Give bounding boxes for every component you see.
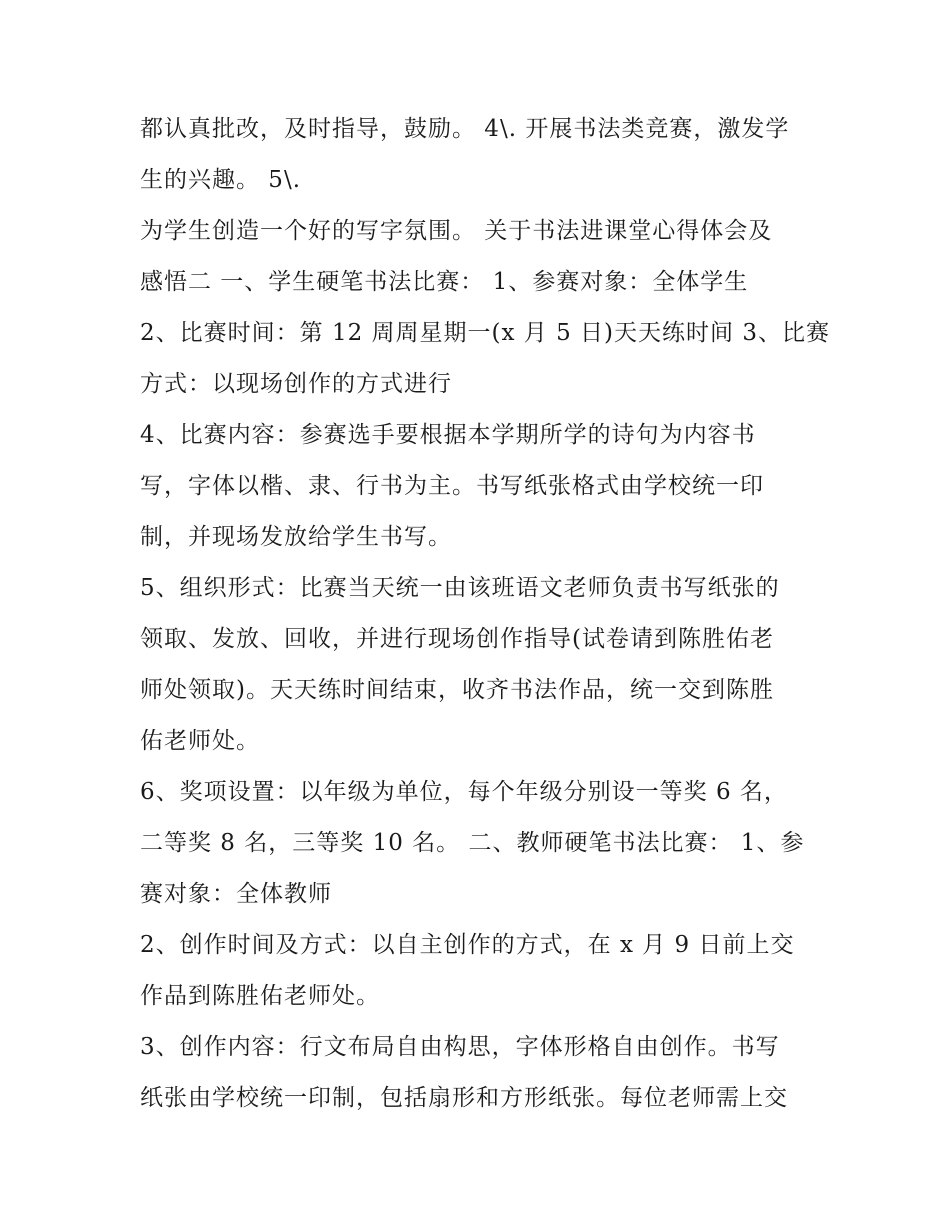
text-line: 二等奖 8 名，三等奖 10 名。 二、教师硬笔书法比赛： 1、参: [140, 830, 805, 856]
text-line: 赛对象：全体教师: [140, 881, 332, 907]
text-line: 为学生创造一个好的写字氛围。 关于书法进课堂心得体会及: [140, 218, 773, 244]
text-line: 纸张由学校统一印制，包括扇形和方形纸张。每位老师需上交: [140, 1085, 788, 1111]
text-line: 佑老师处。: [140, 728, 260, 754]
text-line: 写，字体以楷、隶、行书为主。书写纸张格式由学校统一印: [140, 473, 764, 499]
text-line: 感悟二 一、学生硬笔书法比赛： 1、参赛对象：全体学生: [140, 269, 749, 295]
text-line: 生的兴趣。 5\.: [140, 167, 302, 193]
text-line: 5、组织形式：比赛当天统一由该班语文老师负责书写纸张的: [140, 575, 780, 601]
text-line: 3、创作内容：行文布局自由构思，字体形格自由创作。书写: [140, 1034, 780, 1060]
text-line: 2、创作时间及方式：以自主创作的方式，在 x 月 9 日前上交: [140, 932, 795, 958]
text-line: 2、比赛时间：第 12 周周星期一(x 月 5 日)天天练时间 3、比赛: [140, 320, 830, 346]
text-line: 6、奖项设置：以年级为单位，每个年级分别设一等奖 6 名，: [140, 779, 788, 805]
document-body: [140, 104, 830, 1124]
text-line: 都认真批改，及时指导，鼓励。 4\. 开展书法类竞赛，激发学: [140, 116, 790, 142]
text-line: 方式：以现场创作的方式进行: [140, 371, 452, 397]
text-line: 作品到陈胜佑老师处。: [140, 983, 380, 1009]
text-line: 4、比赛内容：参赛选手要根据本学期所学的诗句为内容书: [140, 422, 756, 448]
text-line: 师处领取)。天天练时间结束，收齐书法作品，统一交到陈胜: [140, 677, 774, 703]
text-line: 制，并现场发放给学生书写。: [140, 524, 452, 550]
text-line: 领取、发放、回收，并进行现场创作指导(试卷请到陈胜佑老: [140, 626, 774, 652]
